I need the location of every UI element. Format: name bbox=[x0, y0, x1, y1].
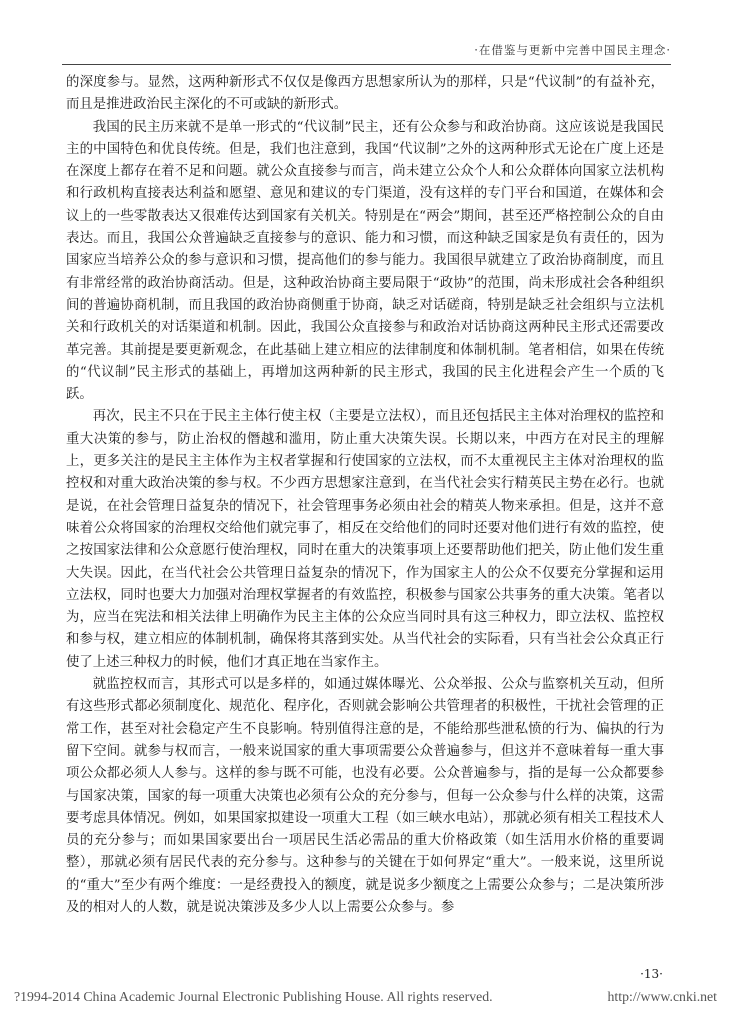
copyright-footer bbox=[14, 989, 717, 1005]
publisher-url: http://www.cnki.net bbox=[607, 989, 717, 1004]
article-body bbox=[66, 72, 664, 919]
page-number: ·13· bbox=[640, 967, 663, 981]
paragraph: 再次，民主不只在于民主主体行使主权（主要是立法权），而且还包括民主主体对治理权的监控和重大决策的参与，防止治权的僭越和滥用，防止重大决策失误。长期以来，中西方在对民主的理解上，更多关注的是民主主体作为主权者掌握和行使国家的立法权，而不太重视民主主体对治理权的监控权和对重大政治决策的参与权。不少西方思想家注意到，在当代社会实行精英民主势在必行。也就是说，在社会管理日益复杂的情况下，社会管理事务必须由社会的精英人物来承担。但是，这并不意味着公众将国家的治理权交给他们就完事了，相反在交给他们的同时还要对他们进行有效的监控，使之按国家法律和公众意愿行使治理权，同时在重大的决策事项上还要帮助他们把关，防止他们发生重大失误。因此，在当代社会公共管理日益复杂的情况下，作为国家主人的公众不仅要充分掌握和运用立法权，同时也要大力加强对治理权掌握者的有效监控，积极参与国家公共事务的重大决策。笔者以为，应当在宪法和相关法律上明确作为民主主体的公众应当同时具有这三种权力，即立法权、监控权和参与权，建立相应的体制机制，确保将其落到实处。从当代社会的实际看，只有当社会公众真正行使了上述三种权力的时候，他们才真正地在当家作主。 bbox=[66, 409, 664, 670]
header-divider bbox=[62, 64, 671, 65]
copyright-notice: ?1994-2014 China Academic Journal Electronic Publishing House. All rights reserved. bbox=[14, 989, 493, 1004]
paragraph: 就监控权而言，其形式可以是多样的，如通过媒体曝光、公众举报、公众与监察机关互动，但所有这些形式都必须制度化、规范化、程序化，否则就会影响公共管理者的积极性，干扰社会管理的正常工作，甚至对社会稳定产生不良影响。特别值得注意的是，不能给那些泄私愤的行为、偏执的行为留下空间。就参与权而言，一般来说国家的重大事项需要公众普遍参与，但这并不意味着每一重大事项公众都必须人人参与。这样的参与既不可能，也没有必要。公众普遍参与，指的是每一公众都要参与国家决策，国家的每一项重大决策也必须有公众的充分参与，但每一公众参与什么样的决策，这需要考虑具体情况。例如，如果国家拟建设一项重大工程（如三峡水电站），那就必须有相关工程技术人员的充分参与；而如果国家要出台一项居民生活必需品的重大价格政策（如生活用水价格的重要调整），那就必须有居民代表的充分参与。这种参与的关键在于如何界定“重大”。一般来说，这里所说的“重大”至少有两个维度：一是经费投入的额度，就是说多少额度之上需要公众参与；二是决策所涉及的相对人的人数，就是说决策涉及多少人以上需要公众参与。参 bbox=[66, 677, 664, 915]
paragraph-continuation: 的深度参与。显然，这两种新形式不仅仅是像西方思想家所认为的那样，只是“代议制”的有益补充，而且是推进政治民主深化的不可或缺的新形式。 bbox=[66, 75, 664, 113]
paragraph: 我国的民主历来就不是单一形式的“代议制”民主，还有公众参与和政治协商。这应该说是我国民主的中国特色和优良传统。但是，我们也注意到，我国“代议制”之外的这两种形式无论在广度上还是在深度上都存在着不足和问题。就公众直接参与而言，尚未建立公众个人和公众群体向国家立法机构和行政机构直接表达利益和愿望、意见和建议的专门渠道，没有这样的专门平台和国道，在媒体和会议上的一些零散表达又很难传达到国家有关机关。特别是在“两会”期间，甚至还严格控制公众的自由表达。而且，我国公众普遍缺乏直接参与的意识、能力和习惯，而这种缺乏国家是负有责任的，因为国家应当培养公众的参与意识和习惯，提高他们的参与能力。我国很早就建立了政治协商制度，而且有非常经常的政治协商活动。但是，这种政治协商主要局限于“政协”的范围，尚未形成社会各种组织间的普遍协商机制，而且我国的政治协商侧重于协商，缺乏对话磋商，特别是缺乏社会组织与立法机关和行政机关的对话渠道和机制。因此，我国公众直接参与和政治对话协商这两种民主形式还需要改革完善。其前提是要更新观念，在此基础上建立相应的法律制度和体制机制。笔者相信，如果在传统的“代议制”民主形式的基础上，再增加这两种新的民主形式，我国的民主化进程会产生一个质的飞跃。 bbox=[66, 119, 664, 403]
running-header: ·在借鉴与更新中完善中国民主理念· bbox=[474, 43, 671, 57]
